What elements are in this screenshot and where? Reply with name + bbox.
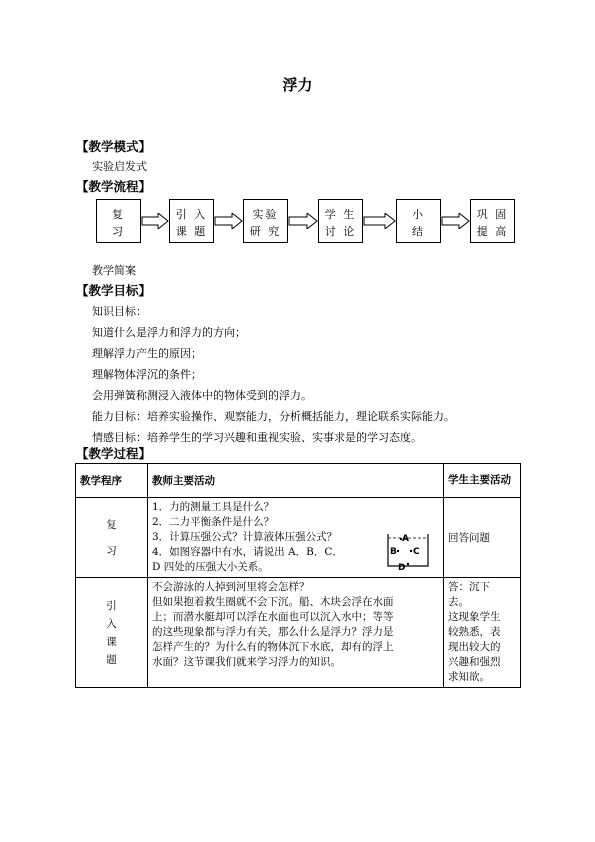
goal-line: 能力目标：培养实验操作、观察能力，分析概括能力，理论联系实际能力。 [92, 410, 455, 423]
table-header-row [76, 464, 521, 498]
goal-line: 理解物体浮沉的条件； [92, 368, 202, 381]
flow-step-experiment [243, 199, 288, 243]
flow-arrow-icon [141, 213, 169, 229]
diagram-label-c: C [413, 547, 420, 557]
flow-step-consolidate [470, 199, 515, 243]
flow-step-text: 讨 论 [324, 225, 357, 238]
teacher-text-line: 怎样产生的？为什么有的物体沉下水底，却有的浮上 [152, 641, 394, 653]
flow-arrow-icon [288, 213, 318, 229]
column-header: 教学程序 [76, 464, 148, 498]
diagram-label-d: D [398, 563, 406, 572]
flow-step-text: 研 究 [249, 225, 282, 238]
student-text-line: 这现象学生 [448, 611, 501, 623]
goal-line: 情感目标：培养学生的学习兴趣和重视实验、实事求是的学习态度。 [92, 431, 422, 444]
container-diagram [384, 528, 432, 572]
program-cell [76, 578, 148, 688]
flow-step-text: 结 [412, 225, 425, 238]
flow-note: 教学简案 [92, 264, 136, 277]
program-text: 题 [106, 653, 117, 666]
program-text: 课 [106, 635, 117, 648]
student-cell: 回答问题 [444, 498, 521, 578]
mode-text: 实验启发式 [92, 160, 147, 173]
flow-arrow-icon [214, 213, 243, 229]
flow-heading: 【教学流程】 [76, 179, 152, 194]
flow-step-text: 习 [112, 225, 125, 238]
program-cell [76, 498, 148, 578]
student-text-line: 现出较大的 [448, 641, 501, 653]
goal-line: 知道什么是浮力和浮力的方向； [92, 326, 246, 339]
flow-step-text: 课 题 [175, 225, 208, 238]
teacher-text-line: 的这些现象都与浮力有关，那么什么是浮力？浮力是 [152, 626, 394, 638]
goal-line: 知识目标： [92, 305, 147, 318]
goal-line: 会用弹簧称测浸入液体中的物体受到的浮力。 [92, 389, 312, 402]
goal-line: 理解浮力产生的原因； [92, 347, 202, 360]
mode-heading: 【教学模式】 [76, 139, 152, 154]
flow-step-review [96, 199, 141, 243]
question-line: 2．二力平衡条件是什么？ [152, 516, 275, 528]
student-text-line: 兴趣和强烈 [448, 656, 501, 668]
flow-step-text: 小 [412, 208, 425, 221]
teacher-text-line: 水面？这节课我们就来学习浮力的知识。 [152, 656, 341, 668]
student-text-line: 答：沉下 [448, 581, 490, 593]
flow-step-summary [396, 199, 441, 243]
question-line: 3．计算压强公式？计算液体压强公式？ [152, 531, 338, 543]
process-heading: 【教学过程】 [76, 446, 152, 461]
process-table [75, 463, 521, 688]
flow-step-text: 学 生 [324, 208, 357, 221]
teacher-text-line: 不会游泳的人掉到河里将会怎样？ [152, 581, 310, 593]
flow-step-text: 实验 [252, 208, 279, 221]
question-line: 4．如图容器中有水，请说出 A．B．C． [152, 546, 343, 558]
flow-step-discuss [318, 199, 363, 243]
flow-arrow-icon [363, 213, 396, 229]
program-text: 习 [106, 544, 117, 557]
program-text: 复 [106, 518, 117, 531]
program-text: 入 [106, 617, 117, 630]
flow-step-text: 巩 固 [476, 208, 509, 221]
program-text: 引 [106, 599, 117, 612]
page-title: 浮力 [282, 76, 313, 94]
column-header: 教师主要活动 [148, 464, 444, 498]
teacher-cell [148, 498, 444, 578]
diagram-label-b: B [390, 547, 397, 557]
question-line: D 四处的压强大小关系。 [152, 561, 269, 573]
flow-step-text: 引 入 [175, 208, 208, 221]
table-row [76, 578, 521, 688]
student-cell [444, 578, 521, 688]
teacher-text-line: 但如果抱着救生圈就不会下沉。船、木块会浮在水面 [152, 596, 394, 608]
flow-step-introduce [169, 199, 214, 243]
student-text-line: 去。 [448, 596, 469, 608]
diagram-label-a: A [402, 534, 409, 544]
question-line: 1．力的测量工具是什么？ [152, 501, 275, 513]
teacher-text-line: 上；而潜水艇却可以浮在水面也可以沉入水中；等等 [152, 611, 394, 623]
teacher-cell [148, 578, 444, 688]
flow-step-text: 提 高 [476, 225, 509, 238]
table-row [76, 498, 521, 578]
goals-heading: 【教学目标】 [76, 283, 152, 298]
student-text-line: 求知欲。 [448, 671, 490, 683]
flow-arrow-icon [441, 213, 470, 229]
flow-step-text: 复 [112, 208, 125, 221]
column-header: 学生主要活动 [444, 464, 521, 498]
student-text-line: 较熟悉，表 [448, 626, 501, 638]
